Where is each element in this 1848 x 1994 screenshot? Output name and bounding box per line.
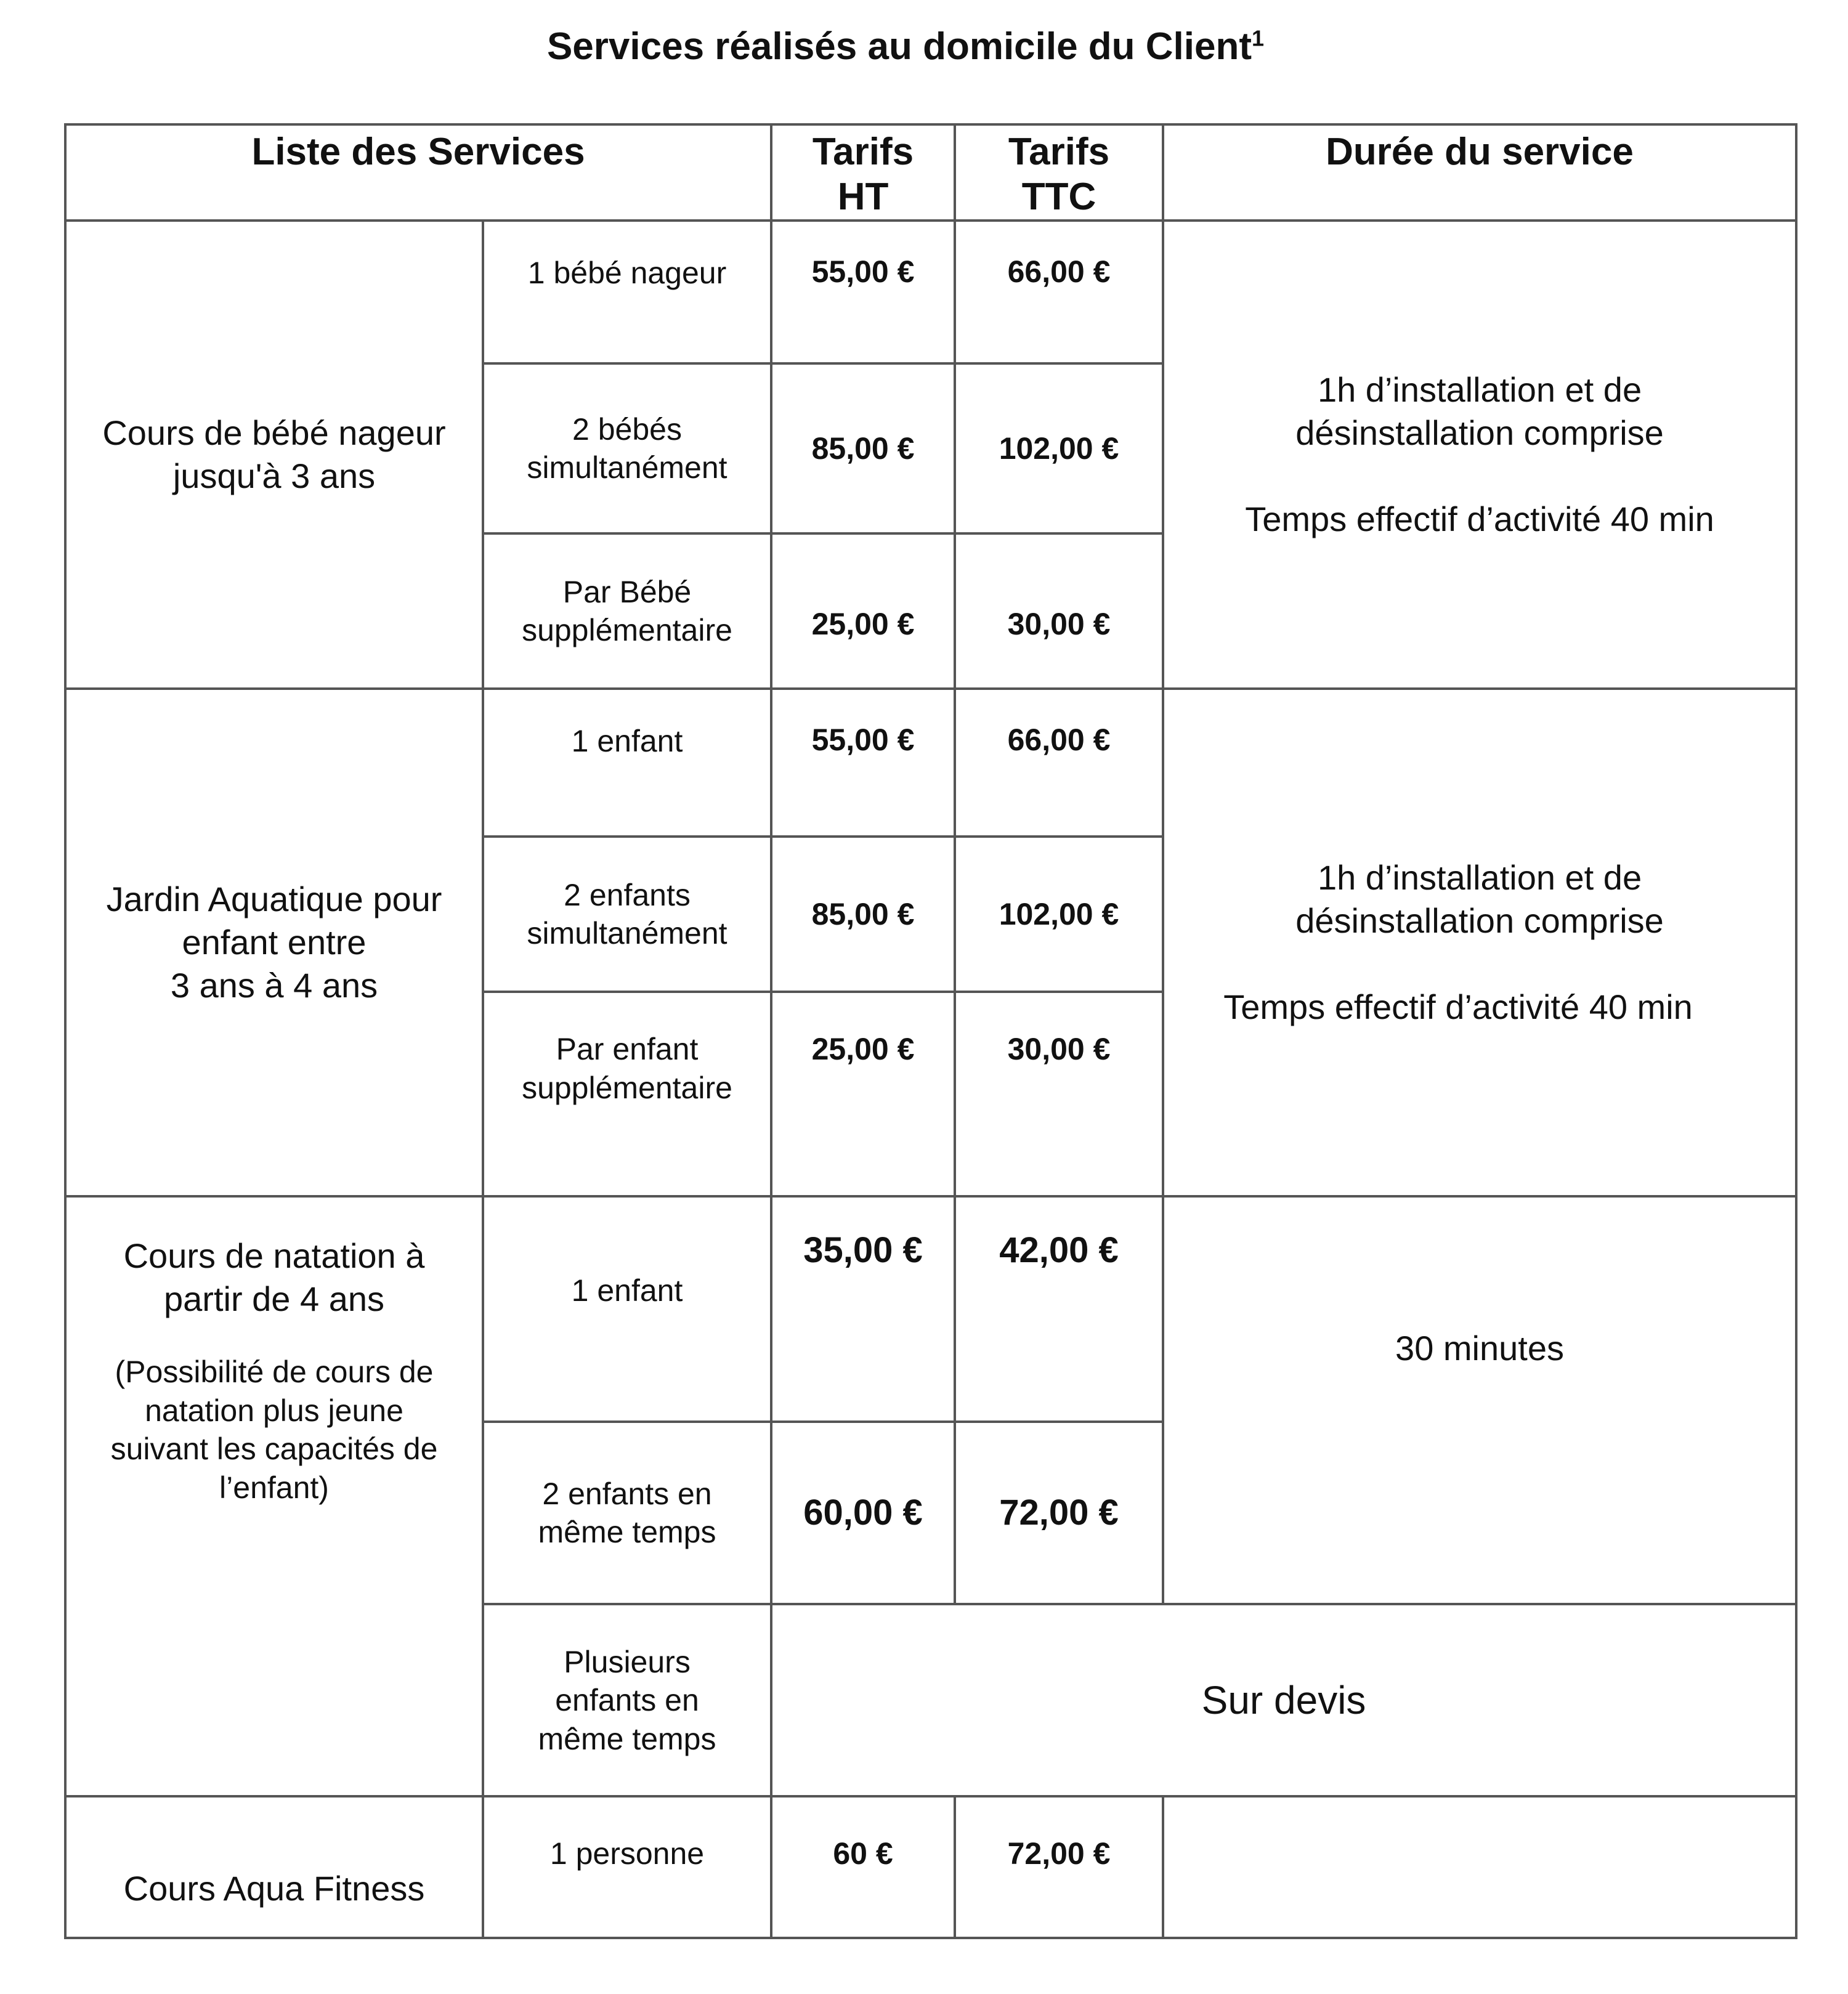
page-title — [0, 25, 1811, 68]
category-natation: Cours de natation à partir de 4 ans (Possibilité de cours de natation plus jeune suivant les capacités de l’enfant) — [65, 1196, 483, 1796]
table-row — [65, 689, 1796, 837]
category-bebe-nageur: Cours de bébé nageur jusqu'à 3 ans — [65, 221, 483, 689]
category-aqua-fitness: Cours Aqua Fitness — [65, 1796, 483, 1938]
price-ttc: 42,00 € — [955, 1196, 1163, 1422]
price-ttc: 30,00 € — [955, 992, 1163, 1196]
price-ttc: 66,00 € — [955, 689, 1163, 837]
price-ht: 85,00 € — [771, 837, 955, 992]
services-table — [64, 123, 1797, 1939]
price-ht: 25,00 € — [771, 992, 955, 1196]
duration-bebe-nageur: 1h d’installation et de désinstallation comprise Temps effectif d’activité 40 min — [1163, 221, 1796, 689]
price-ttc: 102,00 € — [955, 837, 1163, 992]
duration-jardin-aquatique: 1h d’installation et de désinstallation comprise Temps effectif d’activité 40 min — [1163, 689, 1796, 1196]
price-ttc: 30,00 € — [955, 533, 1163, 689]
category-jardin-aquatique: Jardin Aquatique pour enfant entre 3 ans à 4 ans — [65, 689, 483, 1196]
table-row — [65, 221, 1796, 363]
service-label: Plusieurs enfants en même temps — [483, 1604, 771, 1796]
table-row — [65, 1196, 1796, 1422]
price-ht: 60 € — [771, 1796, 955, 1938]
price-ht: 60,00 € — [771, 1422, 955, 1604]
price-ht: 55,00 € — [771, 221, 955, 363]
header-tarifs-ht: Tarifs HT — [771, 124, 955, 221]
service-label: 1 enfant — [483, 1196, 771, 1422]
price-ttc: 66,00 € — [955, 221, 1163, 363]
price-ht: 55,00 € — [771, 689, 955, 837]
service-label: Par Bébé supplémentaire — [483, 533, 771, 689]
footnote-marker: 1 — [1252, 25, 1265, 51]
service-label: Par enfant supplémentaire — [483, 992, 771, 1196]
category-note: (Possibilité de cours de natation plus jeune suivant les capacités de l’enfant) — [110, 1355, 438, 1505]
header-duration: Durée du service — [1163, 124, 1796, 221]
price-ht: 25,00 € — [771, 533, 955, 689]
table-row — [65, 1796, 1796, 1938]
price-ttc: 72,00 € — [955, 1796, 1163, 1938]
header-services: Liste des Services — [65, 124, 771, 221]
service-label: 1 enfant — [483, 689, 771, 837]
service-label: 2 enfants en même temps — [483, 1422, 771, 1604]
title-text: Services réalisés au domicile du Client — [546, 25, 1252, 68]
duration-natation: 30 minutes — [1163, 1196, 1796, 1604]
service-label: 2 bébés simultanément — [483, 363, 771, 533]
price-ttc: 72,00 € — [955, 1422, 1163, 1604]
header-tarifs-ttc: Tarifs TTC — [955, 124, 1163, 221]
price-ht: 35,00 € — [771, 1196, 955, 1422]
duration-aqua-fitness — [1163, 1796, 1796, 1938]
service-label: 1 personne — [483, 1796, 771, 1938]
service-label: 2 enfants simultanément — [483, 837, 771, 992]
header-row — [65, 124, 1796, 221]
price-ht: 85,00 € — [771, 363, 955, 533]
service-label: 1 bébé nageur — [483, 221, 771, 363]
sur-devis-cell: Sur devis — [771, 1604, 1796, 1796]
price-ttc: 102,00 € — [955, 363, 1163, 533]
